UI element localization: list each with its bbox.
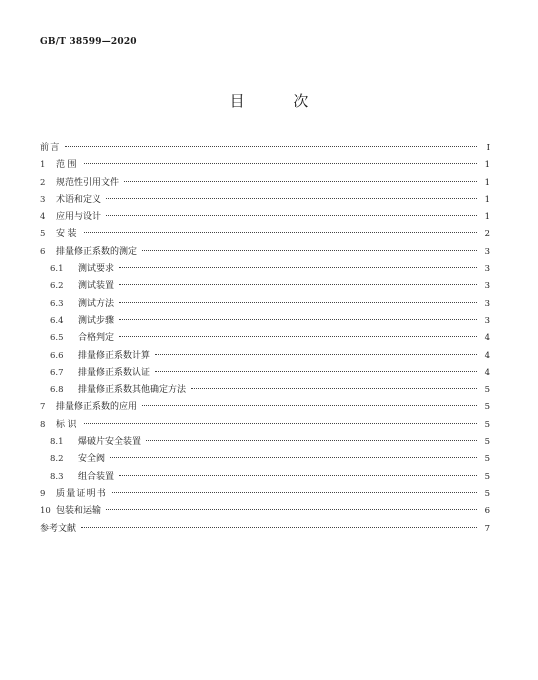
- toc-entry-label: 排量修正系数的应用: [56, 402, 138, 413]
- toc-entry-6-4[interactable]: [40, 313, 490, 330]
- toc-entry-page: 5: [484, 471, 490, 482]
- toc-entry-number: 4: [40, 212, 46, 223]
- toc-entry-preface[interactable]: [40, 140, 490, 157]
- toc-leader: [119, 284, 477, 285]
- toc-leader: [84, 232, 477, 233]
- toc-entry-page: 5: [484, 385, 490, 396]
- toc-entry-8-1[interactable]: [40, 434, 490, 451]
- toc-entry-page: 1: [484, 177, 490, 188]
- toc-entry-page: 3: [484, 315, 490, 326]
- toc-entry-page: 3: [484, 264, 490, 275]
- toc-entry-number: 8.1: [50, 437, 64, 448]
- toc-entry-number: 1: [40, 160, 46, 171]
- toc-leader: [155, 371, 477, 372]
- toc-entry-label: 范围: [56, 160, 80, 171]
- toc-entry-label: 测试步骤: [78, 315, 115, 326]
- toc-entry-number: 2: [40, 177, 46, 188]
- toc-entry-page: Ⅰ: [486, 143, 490, 153]
- toc-leader: [155, 354, 477, 355]
- toc-leader: [119, 302, 477, 303]
- toc-entry-label: 测试要求: [78, 264, 115, 275]
- toc-entry-number: 6.3: [50, 298, 64, 309]
- toc-entry-number: 8: [40, 419, 46, 430]
- toc-entry-number: 8.2: [50, 454, 64, 465]
- toc-entry-number: 6.5: [50, 333, 64, 344]
- toc-entry-page: 1: [484, 212, 490, 223]
- toc-entry-label: 规范性引用文件: [56, 177, 120, 188]
- toc-entry-6-7[interactable]: [40, 365, 490, 382]
- toc-entry-number: 5: [40, 229, 46, 240]
- toc-entry-6-3[interactable]: [40, 296, 490, 313]
- toc-leader: [65, 146, 477, 147]
- toc-entry-page: 7: [484, 523, 490, 534]
- toc-entry-number: 8.3: [50, 471, 64, 482]
- toc-entry-3[interactable]: [40, 192, 490, 209]
- standard-code: GB/T 38599—2020: [40, 37, 137, 47]
- toc-entry-label: 包装和运输: [56, 506, 102, 517]
- toc-entry-page: 3: [484, 246, 490, 257]
- toc-entry-label: 爆破片安全装置: [78, 437, 142, 448]
- toc-entry-2[interactable]: [40, 175, 490, 192]
- toc-leader: [119, 336, 477, 337]
- toc-leader: [84, 423, 477, 424]
- toc-entry-label: 应用与设计: [56, 212, 102, 223]
- toc-entry-page: 1: [484, 194, 490, 205]
- toc-entry-label: 术语和定义: [56, 194, 102, 205]
- toc-entry-6-2[interactable]: [40, 278, 490, 295]
- toc-entry-label: 测试方法: [78, 298, 115, 309]
- toc-entry-label: 质量证明书: [56, 488, 108, 499]
- toc-entry-page: 6: [484, 506, 490, 517]
- toc-entry-8[interactable]: [40, 417, 490, 434]
- toc-leader: [106, 215, 477, 216]
- toc-entry-label: 参考文献: [40, 523, 77, 534]
- toc-entry-number: 6: [40, 246, 46, 257]
- toc-entry-label: 合格判定: [78, 333, 115, 344]
- toc-entry-6-6[interactable]: [40, 348, 490, 365]
- toc-entry-page: 4: [484, 350, 490, 361]
- toc-entry-page: 4: [484, 367, 490, 378]
- toc-leader: [106, 198, 477, 199]
- toc-leader: [119, 267, 477, 268]
- toc-entry-label: 标识: [56, 419, 80, 430]
- toc-entry-label: 排量修正系数的测定: [56, 246, 138, 257]
- toc-entry-8-3[interactable]: [40, 469, 490, 486]
- toc-leader: [146, 440, 477, 441]
- toc-leader: [142, 405, 477, 406]
- toc-entry-page: 5: [484, 488, 490, 499]
- toc-entry-label: 组合装置: [78, 471, 115, 482]
- toc-leader: [81, 527, 477, 528]
- toc-entry-label: 排量修正系数计算: [78, 350, 151, 361]
- toc-entry-number: 10: [40, 506, 51, 517]
- toc-entry-number: 6.6: [50, 350, 64, 361]
- toc-entry-page: 3: [484, 281, 490, 292]
- toc-entry-4[interactable]: [40, 209, 490, 226]
- toc-entry-label: 前言: [40, 143, 61, 153]
- toc-entry-6[interactable]: [40, 244, 490, 261]
- toc-leader: [191, 388, 477, 389]
- toc-leader: [119, 475, 477, 476]
- toc-entry-8-2[interactable]: [40, 451, 490, 468]
- toc-entry-label: 排量修正系数其他确定方法: [78, 385, 187, 396]
- toc-leader: [112, 492, 477, 493]
- toc-entry-label: 安全阀: [78, 454, 106, 465]
- toc-leader: [124, 181, 477, 182]
- toc-entry-6-1[interactable]: [40, 261, 490, 278]
- toc-entry-number: 6.4: [50, 315, 64, 326]
- toc-entry-page: 4: [484, 333, 490, 344]
- toc-leader: [142, 250, 477, 251]
- toc-entry-10[interactable]: [40, 503, 490, 520]
- toc-leader: [106, 509, 477, 510]
- toc-entry-label: 安装: [56, 229, 80, 240]
- toc-entry-label: 排量修正系数认证: [78, 367, 151, 378]
- toc-entry-references[interactable]: [40, 521, 490, 538]
- toc-entry-6-8[interactable]: [40, 382, 490, 399]
- toc-entry-page: 5: [484, 437, 490, 448]
- toc-entry-5[interactable]: [40, 226, 490, 243]
- toc-entry-number: 6.8: [50, 385, 64, 396]
- toc-entry-page: 2: [484, 229, 490, 240]
- toc-entry-number: 7: [40, 402, 46, 413]
- toc-entry-number: 6.1: [50, 264, 64, 275]
- toc-entry-label: 测试装置: [78, 281, 115, 292]
- toc-entry-page: 5: [484, 402, 490, 413]
- toc-entry-page: 1: [484, 160, 490, 171]
- table-of-contents: [40, 140, 490, 538]
- toc-leader: [84, 163, 477, 164]
- toc-entry-1[interactable]: [40, 157, 490, 174]
- toc-entry-page: 5: [484, 454, 490, 465]
- toc-entry-number: 3: [40, 194, 46, 205]
- toc-entry-number: 6.2: [50, 281, 64, 292]
- toc-title: 目 次: [229, 92, 331, 110]
- toc-leader: [119, 319, 477, 320]
- toc-entry-number: 9: [40, 488, 46, 499]
- toc-leader: [110, 457, 477, 458]
- toc-entry-9[interactable]: [40, 486, 490, 503]
- toc-entry-number: 6.7: [50, 367, 64, 378]
- toc-entry-6-5[interactable]: [40, 330, 490, 347]
- toc-entry-page: 5: [484, 419, 490, 430]
- toc-entry-7[interactable]: [40, 399, 490, 416]
- toc-entry-page: 3: [484, 298, 490, 309]
